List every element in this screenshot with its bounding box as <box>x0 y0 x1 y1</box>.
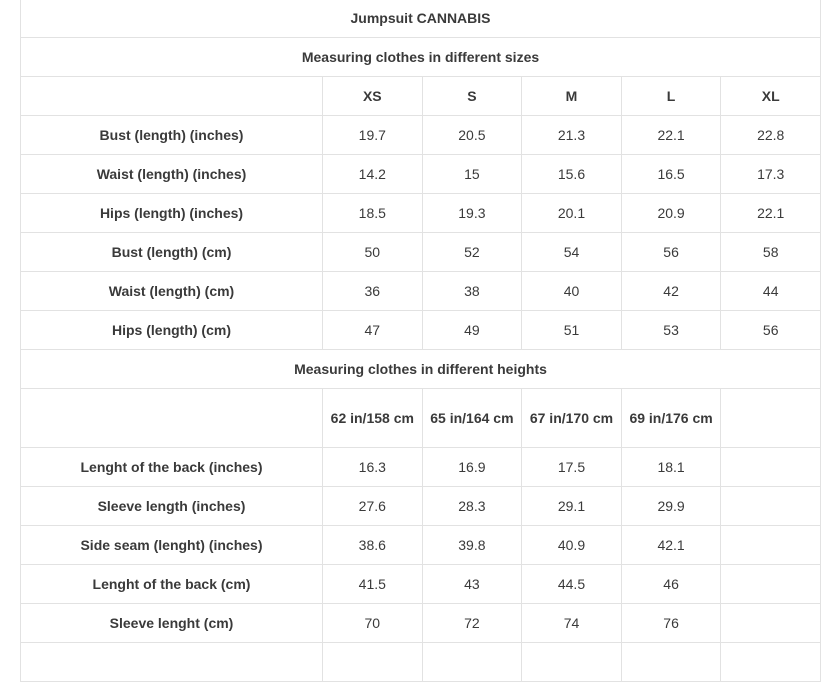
table-cell: 40 <box>522 272 622 311</box>
table-row <box>21 565 821 604</box>
table-row <box>21 155 821 194</box>
table-cell: 52 <box>422 233 522 272</box>
table-cell: 56 <box>621 233 721 272</box>
table-cell <box>621 643 721 682</box>
table-cell: 38 <box>422 272 522 311</box>
table-cell: 16.5 <box>621 155 721 194</box>
heights-heading-row <box>21 350 821 389</box>
table-cell: 19.7 <box>323 116 423 155</box>
height-header: 69 in/176 cm <box>621 389 721 448</box>
table-cell: 22.8 <box>721 116 821 155</box>
size-chart <box>20 0 820 682</box>
table-cell: 22.1 <box>721 194 821 233</box>
table-cell: 46 <box>621 565 721 604</box>
table-cell: 47 <box>323 311 423 350</box>
table-cell: 17.5 <box>522 448 622 487</box>
table-title: Jumpsuit CANNABIS <box>21 0 821 38</box>
table-cell: 39.8 <box>422 526 522 565</box>
table-cell: 19.3 <box>422 194 522 233</box>
size-table <box>20 0 821 682</box>
table-cell: 43 <box>422 565 522 604</box>
table-cell <box>721 526 821 565</box>
table-cell <box>721 448 821 487</box>
table-cell: 70 <box>323 604 423 643</box>
table-cell: 58 <box>721 233 821 272</box>
table-cell: 29.9 <box>621 487 721 526</box>
table-cell: 27.6 <box>323 487 423 526</box>
table-cell <box>721 604 821 643</box>
row-label: Hips (length) (cm) <box>21 311 323 350</box>
row-label: Side seam (lenght) (inches) <box>21 526 323 565</box>
table-row <box>21 311 821 350</box>
table-cell: 16.9 <box>422 448 522 487</box>
table-cell: 15 <box>422 155 522 194</box>
table-row <box>21 526 821 565</box>
size-header: L <box>621 77 721 116</box>
row-label: Bust (length) (inches) <box>21 116 323 155</box>
table-cell: 42.1 <box>621 526 721 565</box>
table-cell: 28.3 <box>422 487 522 526</box>
table-cell: 20.1 <box>522 194 622 233</box>
table-cell: 16.3 <box>323 448 423 487</box>
table-cell: 74 <box>522 604 622 643</box>
table-cell <box>21 643 323 682</box>
table-cell: 72 <box>422 604 522 643</box>
table-cell <box>721 643 821 682</box>
header-empty-cell <box>21 389 323 448</box>
row-label: Lenght of the back (cm) <box>21 565 323 604</box>
table-cell: 22.1 <box>621 116 721 155</box>
height-header: 62 in/158 cm <box>323 389 423 448</box>
table-cell: 18.5 <box>323 194 423 233</box>
row-label: Sleeve length (inches) <box>21 487 323 526</box>
table-cell: 44.5 <box>522 565 622 604</box>
heights-section-heading: Measuring clothes in different heights <box>21 350 821 389</box>
table-cell <box>721 487 821 526</box>
table-row <box>21 604 821 643</box>
table-cell: 14.2 <box>323 155 423 194</box>
size-header: M <box>522 77 622 116</box>
title-row <box>21 0 821 38</box>
table-row <box>21 194 821 233</box>
table-row <box>21 487 821 526</box>
table-row <box>21 233 821 272</box>
size-header: S <box>422 77 522 116</box>
height-header: 65 in/164 cm <box>422 389 522 448</box>
heights-header-row <box>21 389 821 448</box>
table-cell: 51 <box>522 311 622 350</box>
row-label: Waist (length) (cm) <box>21 272 323 311</box>
table-cell: 36 <box>323 272 423 311</box>
table-cell: 42 <box>621 272 721 311</box>
row-label: Hips (length) (inches) <box>21 194 323 233</box>
table-cell <box>323 643 423 682</box>
table-row <box>21 116 821 155</box>
row-label: Sleeve lenght (cm) <box>21 604 323 643</box>
table-row <box>21 643 821 682</box>
table-cell: 41.5 <box>323 565 423 604</box>
table-cell: 18.1 <box>621 448 721 487</box>
table-cell: 53 <box>621 311 721 350</box>
sizes-heading-row <box>21 38 821 77</box>
row-label: Bust (length) (cm) <box>21 233 323 272</box>
table-cell: 17.3 <box>721 155 821 194</box>
table-cell: 49 <box>422 311 522 350</box>
table-cell: 44 <box>721 272 821 311</box>
size-header: XL <box>721 77 821 116</box>
table-cell: 76 <box>621 604 721 643</box>
row-label: Lenght of the back (inches) <box>21 448 323 487</box>
height-header <box>721 389 821 448</box>
table-cell <box>522 643 622 682</box>
height-header: 67 in/170 cm <box>522 389 622 448</box>
table-cell: 29.1 <box>522 487 622 526</box>
table-cell: 38.6 <box>323 526 423 565</box>
table-row <box>21 448 821 487</box>
table-cell: 56 <box>721 311 821 350</box>
table-cell <box>721 565 821 604</box>
table-cell: 54 <box>522 233 622 272</box>
table-cell: 15.6 <box>522 155 622 194</box>
sizes-header-row <box>21 77 821 116</box>
table-cell: 20.5 <box>422 116 522 155</box>
table-cell: 50 <box>323 233 423 272</box>
row-label: Waist (length) (inches) <box>21 155 323 194</box>
table-cell: 40.9 <box>522 526 622 565</box>
table-row <box>21 272 821 311</box>
table-cell <box>422 643 522 682</box>
sizes-section-heading: Measuring clothes in different sizes <box>21 38 821 77</box>
table-cell: 20.9 <box>621 194 721 233</box>
table-cell: 21.3 <box>522 116 622 155</box>
size-header: XS <box>323 77 423 116</box>
header-empty-cell <box>21 77 323 116</box>
